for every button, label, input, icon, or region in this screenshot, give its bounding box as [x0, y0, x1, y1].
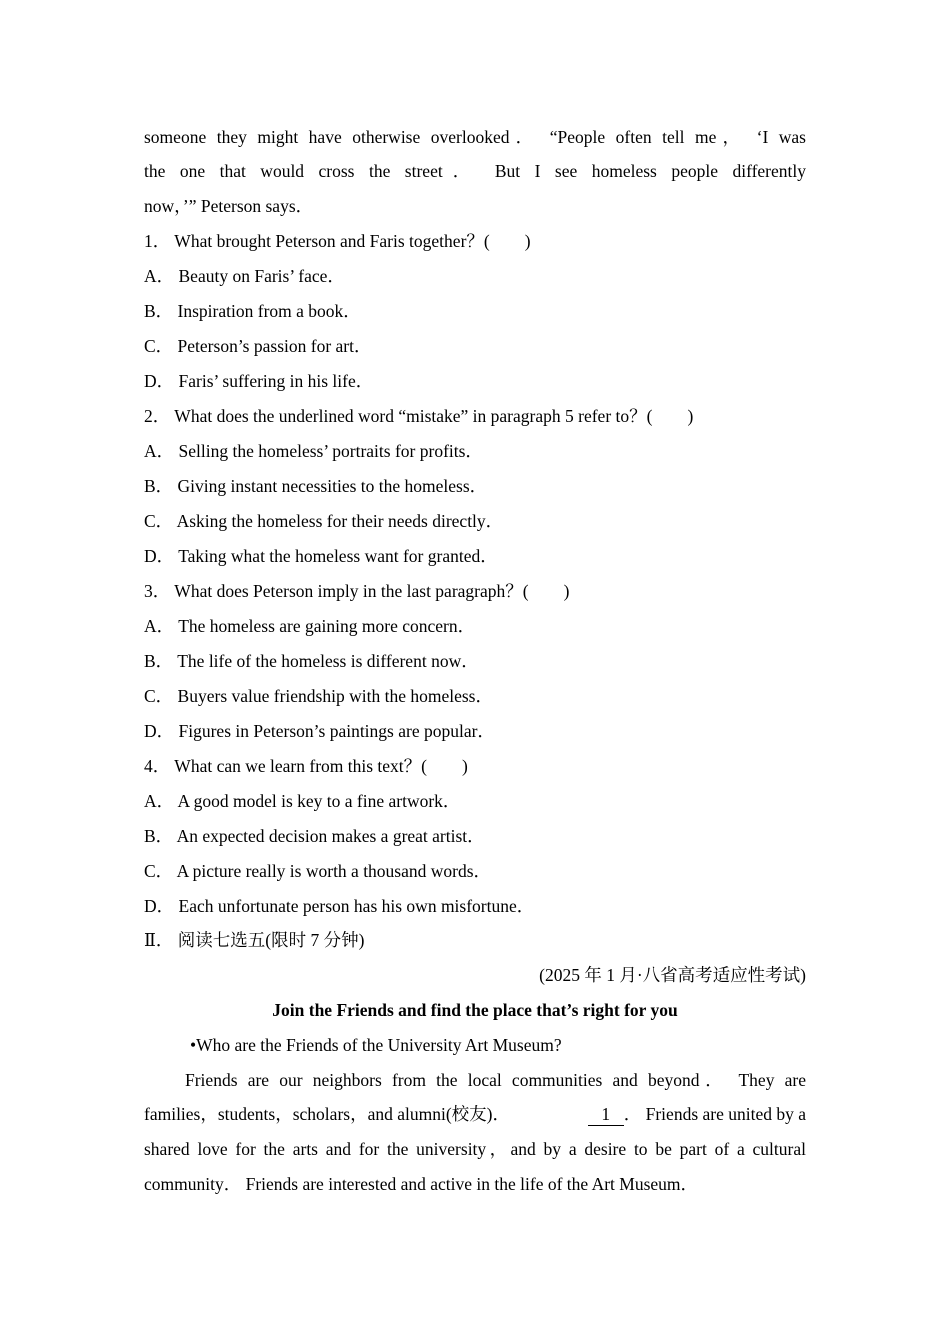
question-3-option-a: A． The homeless are gaining more concern．	[144, 616, 476, 636]
question-1-stem: 1． What brought Peterson and Faris together？( )	[144, 231, 531, 251]
section-heading: Ⅱ． 阅读七选五(限时 7 分钟)	[144, 930, 365, 950]
question-1-option-b: B． Inspiration from a book．	[144, 301, 361, 321]
question-2-option-b: B． Giving instant necessities to the homeless．	[144, 476, 488, 496]
paragraph-text: ． Friends are united by a	[623, 1104, 806, 1124]
question-1-option-d: D． Faris’ suffering in his life．	[144, 371, 374, 391]
question-2-option-d: D． Taking what the homeless want for granted．	[144, 546, 498, 566]
question-4-stem: 4． What can we learn from this text？( )	[144, 756, 468, 776]
question-1-option-a: A． Beauty on Faris’ face．	[144, 266, 345, 286]
paragraph-text: families，students，scholars，and alumni(校友)．	[144, 1104, 510, 1124]
passage-title: Join the Friends and find the place that’s right for you	[272, 1000, 678, 1020]
question-4-option-b: B． An expected decision makes a great artist．	[144, 826, 485, 846]
question-4-option-d: D． Each unfortunate person has his own misfortune．	[144, 896, 535, 916]
answer-blank[interactable]: 1	[588, 1103, 624, 1126]
passage-line: now，’” Peterson says．	[144, 196, 314, 216]
paragraph-text	[588, 1097, 806, 1131]
question-2-stem: 2． What does the underlined word “mistake” in paragraph 5 refer to？( )	[144, 406, 694, 426]
subheading-bullet: •Who are the Friends of the University Art Museum?	[190, 1035, 562, 1055]
question-3-option-d: D． Figures in Peterson’s paintings are popular．	[144, 721, 495, 741]
passage-line: someone they might have otherwise overlooked． “People often tell me， ‘I was	[144, 127, 806, 147]
question-3-option-b: B． The life of the homeless is different now．	[144, 651, 479, 671]
section-source: (2025 年 1 月·八省高考适应性考试)	[539, 965, 806, 985]
paragraph-line: Friends are our neighbors from the local communities and beyond． They are	[185, 1070, 806, 1090]
paragraph-line: shared love for the arts and for the university，and by a desire to be part of a cultural	[144, 1139, 806, 1159]
question-2-option-a: A． Selling the homeless’ portraits for profits．	[144, 441, 483, 461]
question-4-option-a: A． A good model is key to a fine artwork．	[144, 791, 461, 811]
question-4-option-c: C． A picture really is worth a thousand words．	[144, 861, 492, 881]
question-1-option-c: C． Peterson’s passion for art．	[144, 336, 372, 356]
question-2-option-c: C． Asking the homeless for their needs directly．	[144, 511, 504, 531]
paragraph-line-with-blank	[144, 1097, 806, 1131]
paragraph-line: community． Friends are interested and active in the life of the Art Museum．	[144, 1174, 699, 1194]
question-3-stem: 3． What does Peterson imply in the last paragraph？( )	[144, 581, 570, 601]
question-3-option-c: C． Buyers value friendship with the homeless．	[144, 686, 493, 706]
passage-line: the one that would cross the street． But I see homeless people differently	[144, 161, 806, 181]
